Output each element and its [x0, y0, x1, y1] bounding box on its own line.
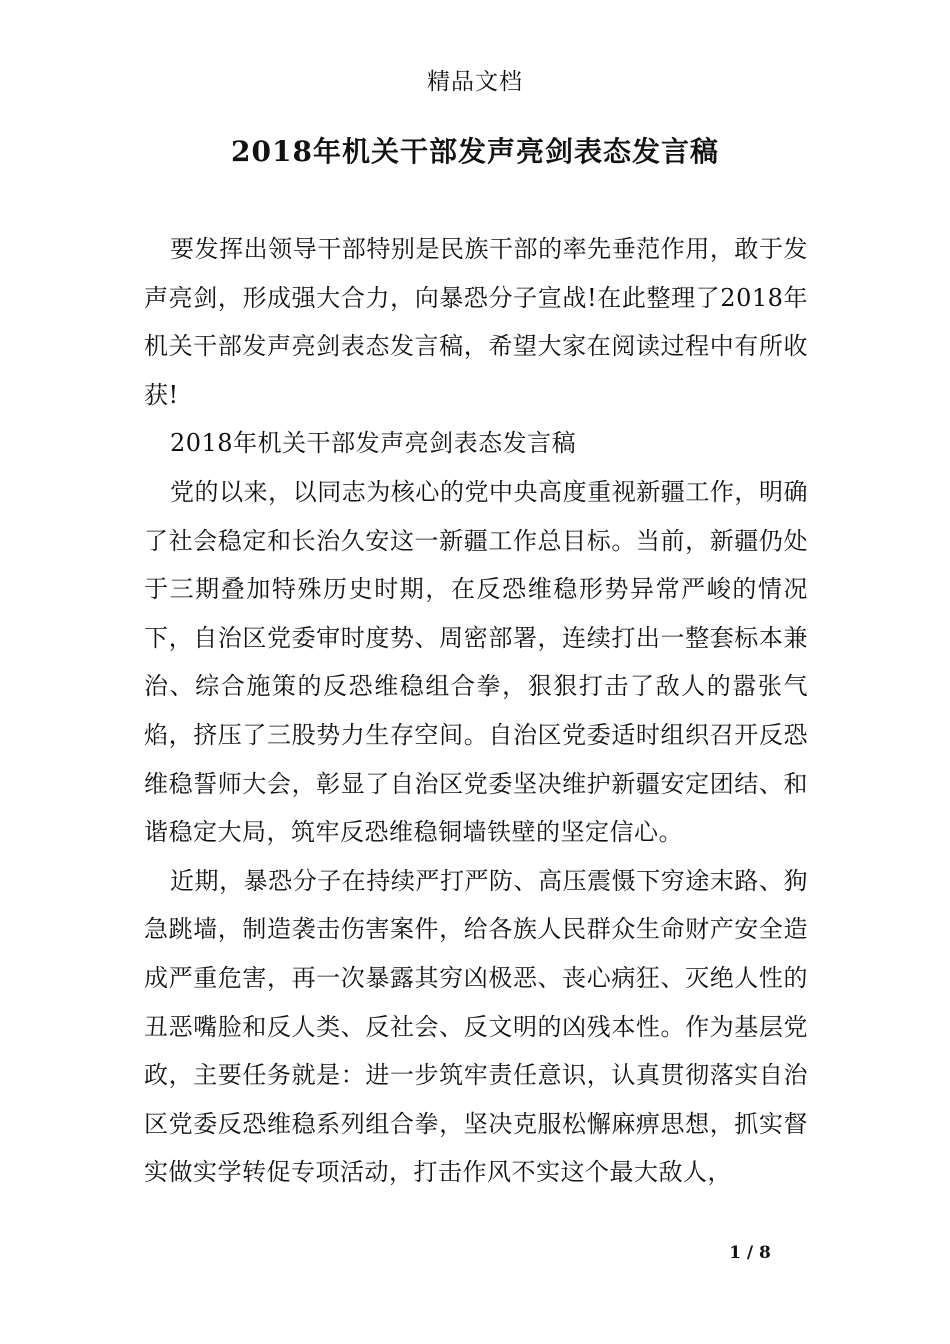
paragraph-subheading: 2018年机关干部发声亮剑表态发言稿 — [170, 429, 577, 458]
document-title: 2018年机关干部发声亮剑表态发言稿 — [231, 135, 719, 168]
page-number: 1 / 8 — [729, 1243, 771, 1263]
paragraph-body-2: 近期，暴恐分子在持续严打严防、高压震慑下穷途末路、狗急跳墙，制造袭击伤害案件，给各族人民群众生命财产安全造成严重危害，再一次暴露其穷凶极恶、丧心病狂、灭绝人性的丑恶嘴脸和反人类、反社会、反文明的凶残本性。作为基层党政，主要任务就是：进一步筑牢责任意识，认真贯彻落实自治区党委反恐维稳系列组合拳，坚决克服松懈麻痹思想，抓实督实做实学转促专项活动，打击作风不实这个最大敌人， — [144, 866, 808, 1187]
header-label: 精品文档 — [427, 69, 523, 95]
paragraph-body-1: 党的以来，以同志为核心的党中央高度重视新疆工作，明确了社会稳定和长治久安这一新疆工作总目标。当前，新疆仍处于三期叠加特殊历史时期，在反恐维稳形势异常严峻的情况下，自治区党委审时度势、周密部署，连续打出一整套标本兼治、综合施策的反恐维稳组合拳，狠狠打击了敌人的嚣张气焰，挤压了三股势力生存空间。自治区党委适时组织召开反恐维稳誓师大会，彰显了自治区党委坚决维护新疆安定团结、和谐稳定大局，筑牢反恐维稳铜墙铁壁的坚定信心。 — [144, 477, 808, 847]
document-body — [144, 225, 808, 1197]
paragraph-intro: 要发挥出领导干部特别是民族干部的率先垂范作用，敢于发声亮剑，形成强大合力，向暴恐分子宣战!在此整理了2018年机关干部发声亮剑表态发言稿，希望大家在阅读过程中有所收获! — [144, 235, 808, 409]
